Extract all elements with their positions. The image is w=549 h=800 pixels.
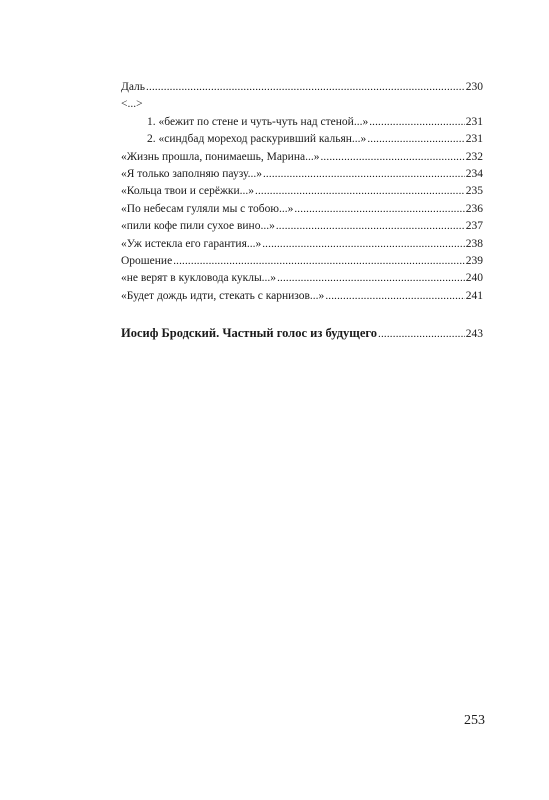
toc-entry-title: <...> bbox=[121, 98, 143, 111]
toc-entry-page: 231 bbox=[465, 115, 483, 128]
toc-entry-title: Орошение bbox=[121, 254, 173, 267]
toc-entry-title: «пили кофе пили сухое вино...» bbox=[121, 220, 275, 233]
dot-leader bbox=[378, 326, 465, 343]
toc-entry-title: «Уж истекла его гарантия...» bbox=[121, 237, 262, 250]
toc-entry-page: 241 bbox=[465, 289, 483, 302]
dot-leader bbox=[262, 236, 465, 253]
dot-leader bbox=[369, 114, 465, 131]
toc-entry-page: 239 bbox=[465, 254, 483, 267]
toc-entry-title: «не верят в кукловода куклы...» bbox=[121, 272, 277, 285]
toc-entry bbox=[121, 183, 483, 200]
toc-final-entry bbox=[121, 325, 483, 342]
toc-entry-title: «Жизнь прошла, понимаешь, Марина...» bbox=[121, 150, 320, 163]
toc-entry-title: Иосиф Бродский. Частный голос из будущего bbox=[121, 326, 377, 341]
toc-entry bbox=[121, 166, 483, 183]
page-number: 253 bbox=[464, 713, 485, 728]
toc-entry bbox=[121, 79, 483, 96]
toc-entry bbox=[121, 131, 483, 148]
dot-leader bbox=[325, 288, 464, 305]
toc-entry-page: 231 bbox=[465, 133, 483, 146]
toc-entry-title: «По небесам гуляли мы с тобою...» bbox=[121, 202, 294, 215]
toc-entry bbox=[121, 236, 483, 253]
toc-entry bbox=[121, 270, 483, 287]
toc-entry bbox=[121, 96, 483, 113]
dot-leader bbox=[320, 149, 464, 166]
dot-leader bbox=[146, 79, 465, 96]
toc-entry-page: 237 bbox=[465, 220, 483, 233]
toc-entry-title: «Будет дождь идти, стекать с карнизов...» bbox=[121, 289, 325, 302]
toc-entry-title: «Я только заполняю паузу...» bbox=[121, 167, 262, 180]
toc-entry-page: 238 bbox=[465, 237, 483, 250]
dot-leader bbox=[294, 201, 464, 218]
toc-entry-title: «Кольца твои и серёжки...» bbox=[121, 185, 255, 198]
toc-entry-page: 243 bbox=[465, 328, 483, 341]
toc-entry bbox=[121, 253, 483, 270]
dot-leader bbox=[367, 131, 464, 148]
toc-entry-page: 230 bbox=[465, 81, 483, 93]
toc-entry-title: Даль bbox=[121, 81, 146, 93]
dot-leader bbox=[263, 166, 465, 183]
toc-entry bbox=[121, 114, 483, 131]
toc-entry bbox=[121, 218, 483, 235]
dot-leader bbox=[277, 270, 465, 287]
toc-entry-title: 1. «бежит по стене и чуть-чуть над стеной...» bbox=[147, 115, 369, 128]
toc-entry bbox=[121, 149, 483, 166]
toc-entry bbox=[121, 201, 483, 218]
dot-leader bbox=[173, 253, 465, 270]
toc-entry-page: 236 bbox=[465, 202, 483, 215]
toc-entry-page: 240 bbox=[465, 272, 483, 285]
toc-entry-title: 2. «синдбад мореход раскуривший кальян...» bbox=[147, 133, 367, 146]
toc-entry-page: 235 bbox=[465, 185, 483, 198]
dot-leader bbox=[255, 183, 465, 200]
toc-entry-page: 234 bbox=[465, 167, 483, 180]
toc-entry-page: 232 bbox=[465, 150, 483, 163]
toc-entry bbox=[121, 288, 483, 305]
table-of-contents bbox=[121, 79, 483, 342]
dot-leader bbox=[276, 218, 465, 235]
